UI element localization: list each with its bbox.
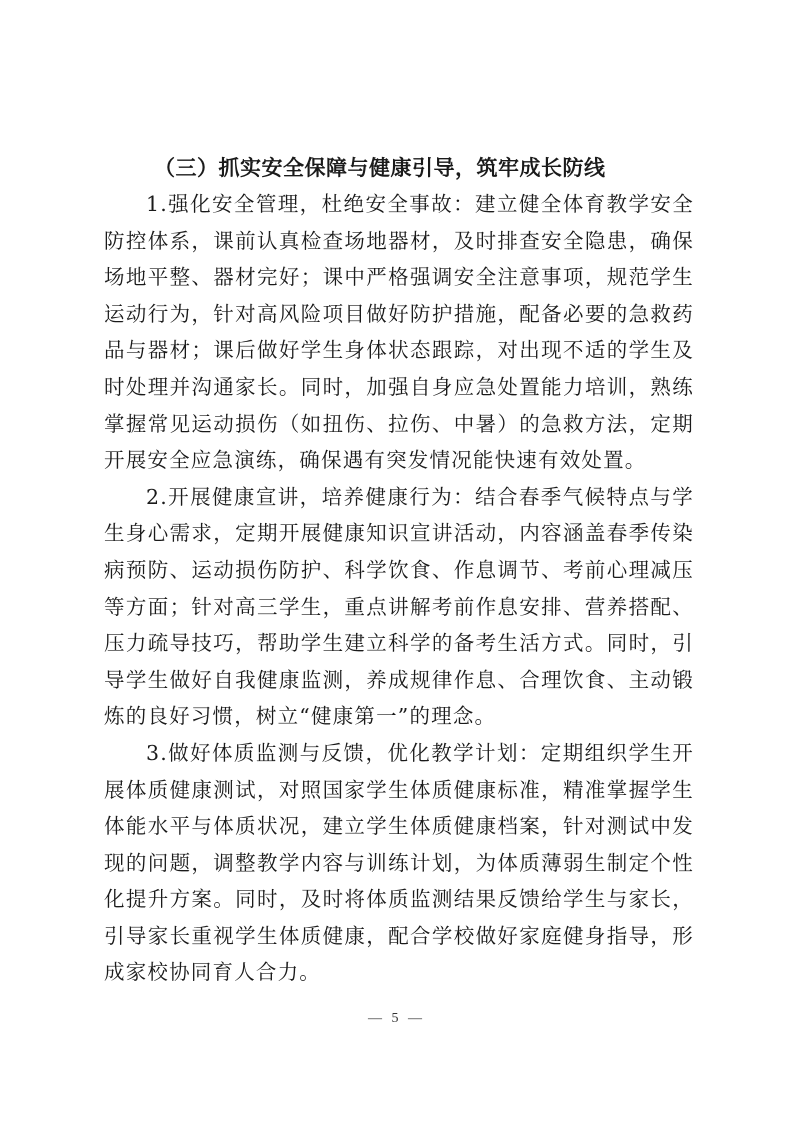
document-body [104, 150, 694, 991]
paragraph-safety-management: 1.强化安全管理，杜绝安全事故：建立健全体育教学安全防控体系，课前认真检查场地器材，及时排查安全隐患，确保场地平整、器材完好；课中严格强调安全注意事项，规范学生运动行为，针对高风险项目做好防护措施，配备必要的急救药品与器材；课后做好学生身体状态跟踪，对出现不适的学生及时处理并沟通家长。同时，加强自身应急处置能力培训，熟练掌握常见运动损伤（如扭伤、拉伤、中暑）的急救方法，定期开展安全应急演练，确保遇有突发情况能快速有效处置。 [104, 192, 694, 473]
paragraph-fitness-monitoring: 3.做好体质监测与反馈，优化教学计划：定期组织学生开展体质健康测试，对照国家学生体质健康标准，精准掌握学生体能水平与体质状况，建立学生体质健康档案，针对测试中发现的问题，调整教学内容与训练计划，为体质薄弱生制定个性化提升方案。同时，及时将体质监测结果反馈给学生与家长，引导家长重视学生体质健康，配合学校做好家庭健身指导，形成家校协同育人合力。 [104, 740, 694, 985]
page-number: — 5 — [368, 1011, 425, 1026]
section-heading: （三）抓实安全保障与健康引导，筑牢成长防线 [154, 155, 606, 180]
paragraph-health-education: 2.开展健康宣讲，培养健康行为：结合春季气候特点与学生身心需求，定期开展健康知识宣讲活动，内容涵盖春季传染病预防、运动损伤防护、科学饮食、作息调节、考前心理减压等方面；针对高三学生，重点讲解考前作息安排、营养搭配、压力疏导技巧，帮助学生建立科学的备考生活方式。同时，引导学生做好自我健康监测，养成规律作息、合理饮食、主动锻炼的良好习惯，树立“健康第一”的理念。 [104, 484, 694, 729]
